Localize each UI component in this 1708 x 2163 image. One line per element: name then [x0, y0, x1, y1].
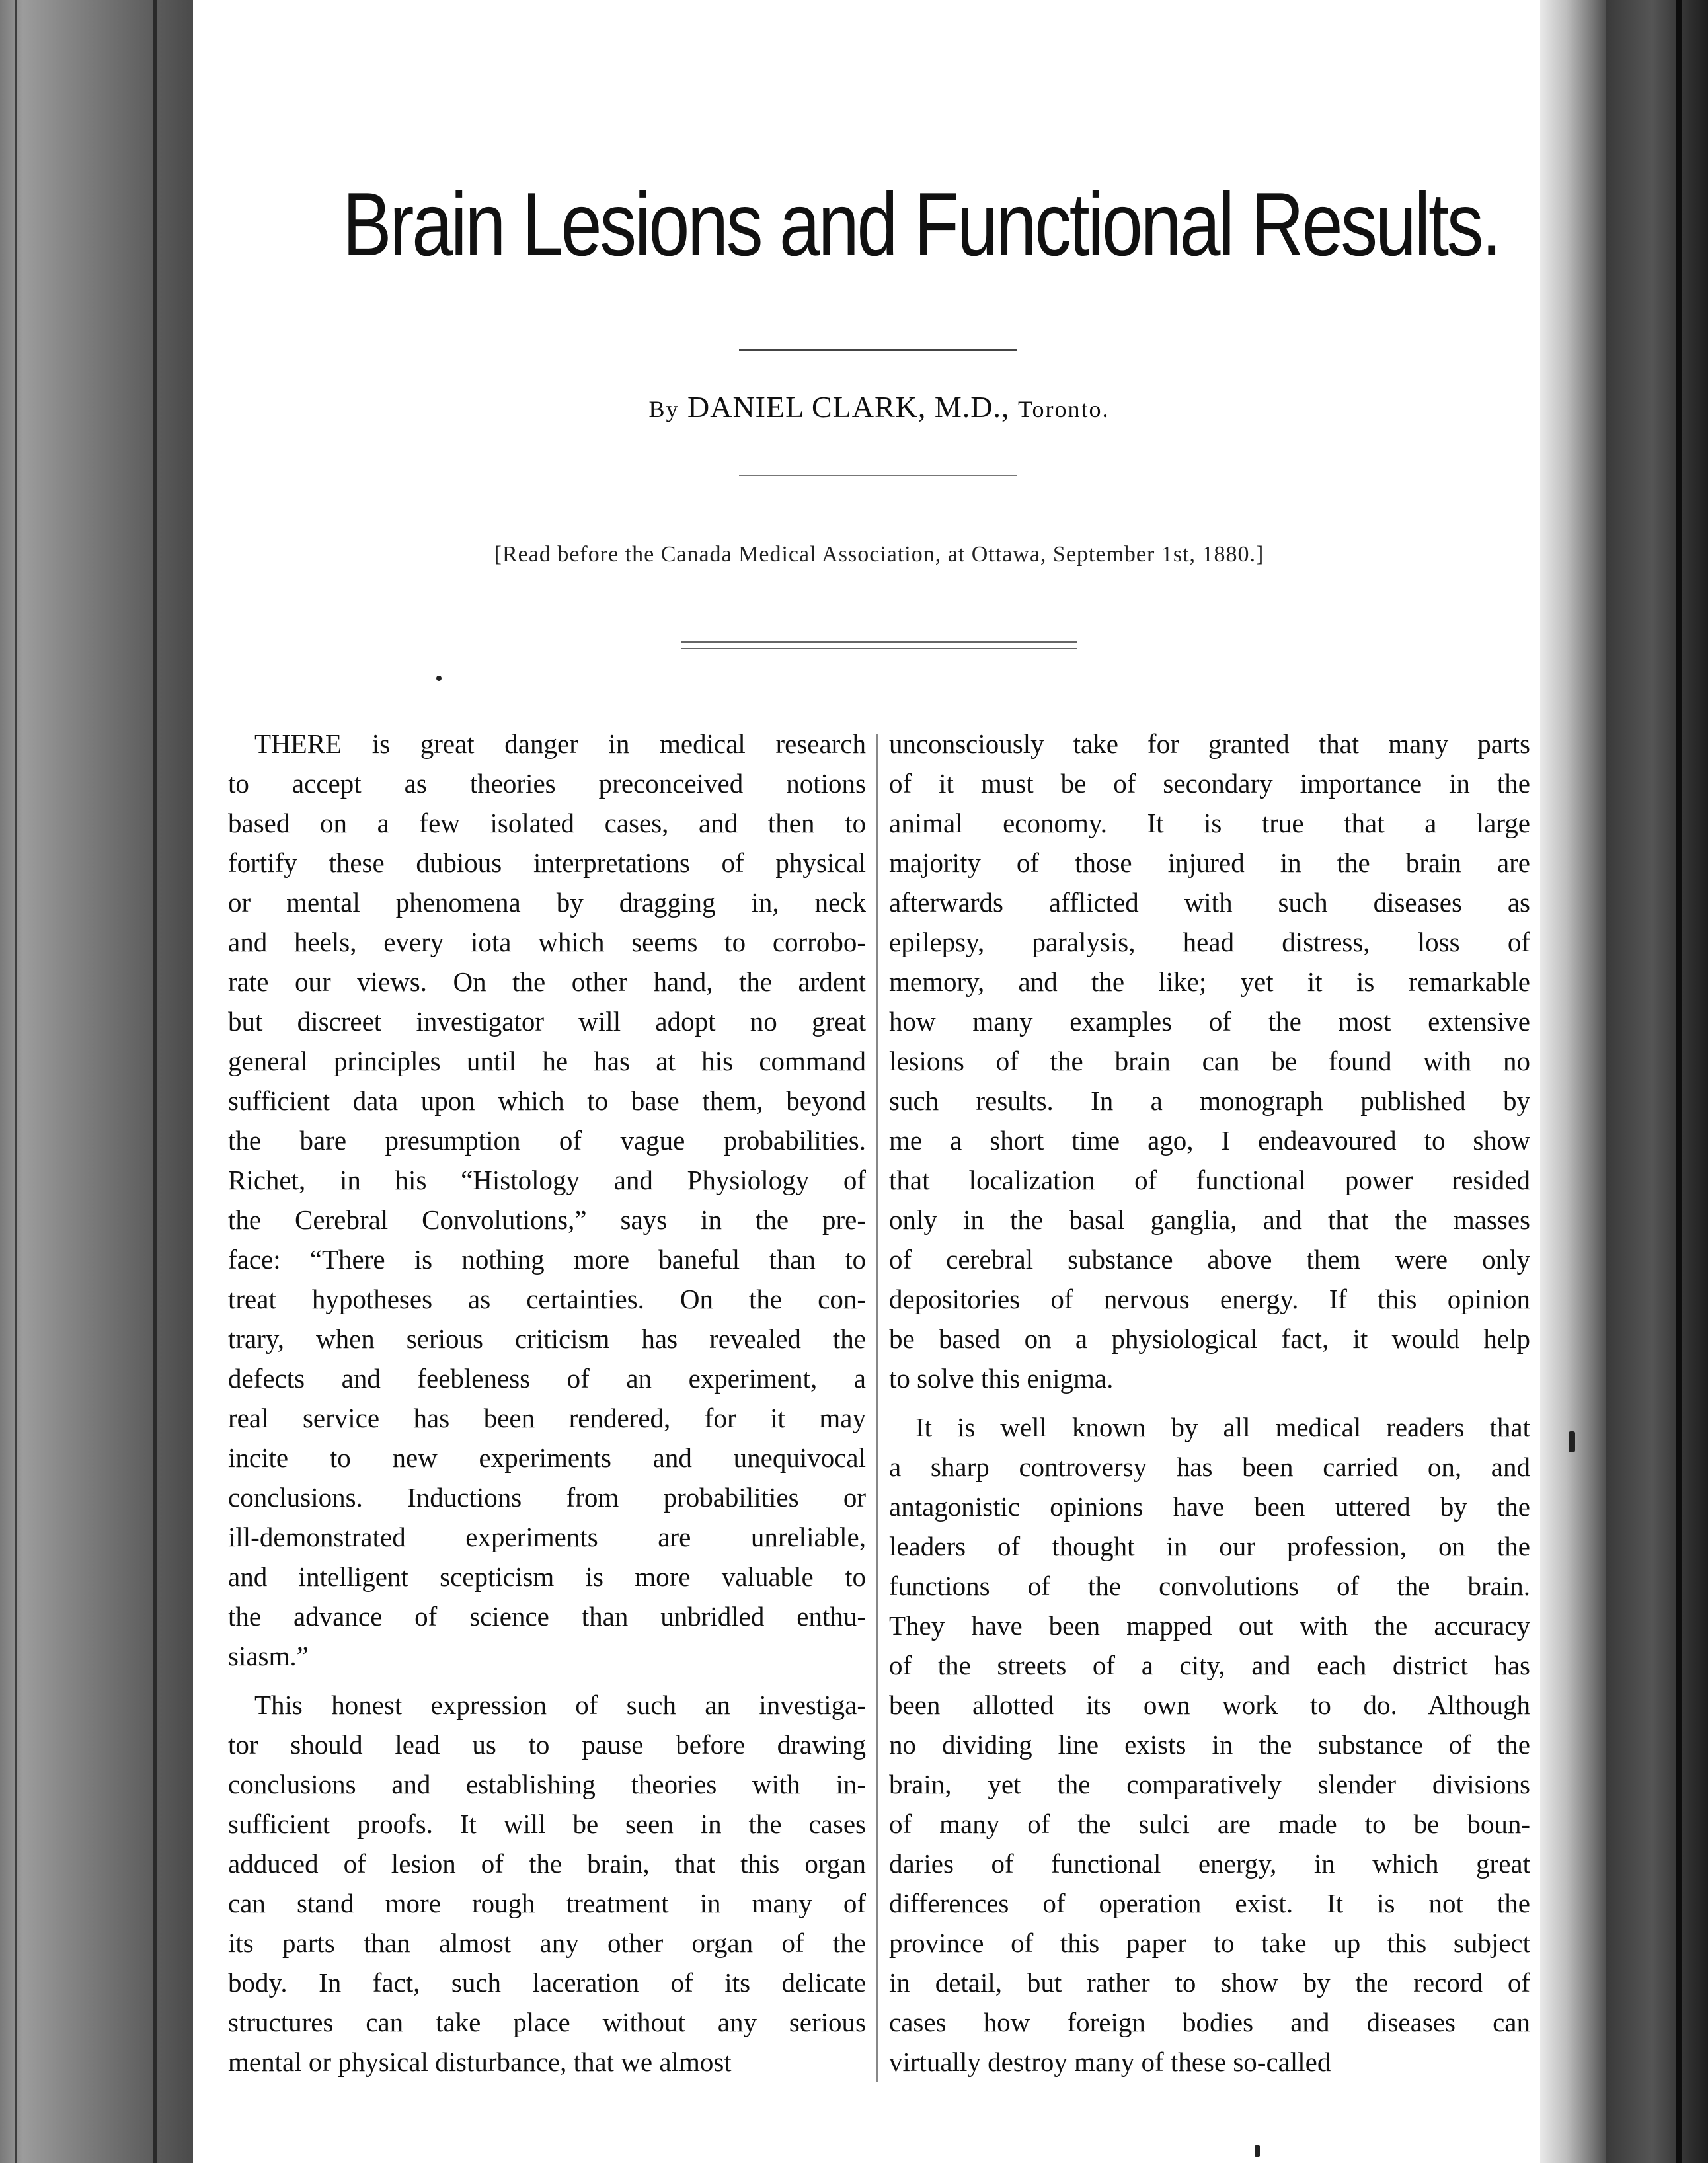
article-title: Brain Lesions and Functional Results.: [342, 174, 1500, 274]
text-line: general principles until he has at his command: [228, 1046, 866, 1076]
text-line: mental or physical disturbance, that we almost: [228, 2047, 732, 2077]
text-line: incite to new experiments and unequivocal: [228, 1442, 866, 1473]
text-line: only in the basal ganglia, and that the masses: [889, 1204, 1530, 1235]
text-line: depositories of nervous energy. If this opinion: [889, 1284, 1530, 1314]
paragraph-gap: [889, 1398, 1530, 1407]
section-rule-bottom: [681, 648, 1077, 649]
text-line: differences of operation exist. It is not the: [889, 1888, 1530, 1918]
text-line: unconsciously take for granted that many parts: [889, 728, 1530, 759]
text-line: epilepsy, paralysis, head distress, loss of: [889, 927, 1530, 957]
text-line: me a short time ago, I endeavoured to show: [889, 1125, 1530, 1156]
gutter-line: [15, 0, 17, 2163]
text-line: that localization of functional power resided: [889, 1165, 1530, 1195]
title-rule: [739, 349, 1017, 351]
text-line: been allotted its own work to do. Although: [889, 1690, 1530, 1720]
text-line: treat hypotheses as certainties. On the con-: [228, 1284, 866, 1314]
text-line: body. In fact, such laceration of its delicate: [228, 1967, 866, 1998]
text-line: sufficient data upon which to base them, beyond: [228, 1085, 866, 1116]
text-line: the bare presumption of vague probabilities.: [228, 1125, 866, 1156]
text-line: functions of the convolutions of the brain.: [889, 1571, 1530, 1601]
byline: [225, 389, 1533, 425]
byline-rule: [739, 475, 1017, 476]
text-column-left: [228, 724, 866, 2082]
text-line: antagonistic opinions have been uttered by the: [889, 1491, 1530, 1522]
author-location: Toronto.: [1018, 396, 1110, 422]
text-line: sufficient proofs. It will be seen in the cases: [228, 1809, 866, 1839]
text-line: conclusions. Inductions from probabilities or: [228, 1482, 866, 1513]
gutter-line: [153, 0, 157, 2163]
text-line: ill-demonstrated experiments are unreliable,: [228, 1522, 866, 1552]
text-line: lesions of the brain can be found with no: [889, 1046, 1530, 1076]
section-rule-top: [681, 641, 1077, 643]
text-line: memory, and the like; yet it is remarkable: [889, 966, 1530, 997]
text-line: of cerebral substance above them were only: [889, 1244, 1530, 1275]
text-line: and heels, every iota which seems to corrobo-: [228, 927, 866, 957]
text-line: be based on a physiological fact, it would help: [889, 1323, 1530, 1354]
text-line: can stand more rough treatment in many of: [228, 1888, 866, 1918]
text-line: of the streets of a city, and each district has: [889, 1650, 1530, 1680]
binding-gutter: [0, 0, 193, 2163]
text-line: rate our views. On the other hand, the ardent: [228, 966, 866, 997]
text-line: It is well known by all medical readers that: [915, 1412, 1530, 1442]
text-line: such results. In a monograph published by: [889, 1085, 1530, 1116]
text-line: of many of the sulci are made to be boun-: [889, 1809, 1530, 1839]
text-line: to solve this enigma.: [889, 1363, 1114, 1394]
text-column-right: [889, 724, 1530, 2082]
text-line: or mental phenomena by dragging in, neck: [228, 887, 866, 918]
column-divider: [876, 734, 878, 2082]
text-line: trary, when serious criticism has revealed the: [228, 1323, 866, 1354]
spine-line: [1676, 0, 1682, 2163]
text-line: majority of those injured in the brain are: [889, 847, 1530, 878]
text-line: province of this paper to take up this subject: [889, 1928, 1530, 1958]
text-line: cases how foreign bodies and diseases can: [889, 2007, 1530, 2037]
text-line: tor should lead us to pause before drawing: [228, 1729, 866, 1760]
text-line: in detail, but rather to show by the record of: [889, 1967, 1530, 1998]
text-line: siasm.”: [228, 1641, 309, 1671]
text-line: face: “There is nothing more baneful than to: [228, 1244, 866, 1275]
text-line: the advance of science than unbridled enthu-: [228, 1601, 866, 1632]
binding-spine-right: [1606, 0, 1708, 2163]
text-line: structures can take place without any serious: [228, 2007, 866, 2037]
text-line: daries of functional energy, in which great: [889, 1848, 1530, 1879]
text-line: no dividing line exists in the substance of the: [889, 1729, 1530, 1760]
text-line: THERE is great danger in medical research: [254, 728, 866, 759]
page-edge-shadow: [1540, 0, 1606, 2163]
text-line: of it must be of secondary importance in the: [889, 768, 1530, 799]
text-line: the Cerebral Convolutions,” says in the pre-: [228, 1204, 866, 1235]
text-line: Richet, in his “Histology and Physiology of: [228, 1165, 866, 1195]
text-line: This honest expression of such an investiga-: [254, 1690, 866, 1720]
byline-prefix: By: [648, 396, 679, 422]
text-line: brain, yet the comparatively slender divisions: [889, 1769, 1530, 1799]
author-name: DANIEL CLARK, M.D.,: [687, 390, 1010, 424]
text-line: leaders of thought in our profession, on the: [889, 1531, 1530, 1561]
text-line: afterwards afflicted with such diseases as: [889, 887, 1530, 918]
text-line: animal economy. It is true that a large: [889, 808, 1530, 838]
print-speck: [436, 676, 442, 681]
text-line: fortify these dubious interpretations of physical: [228, 847, 866, 878]
text-line: based on a few isolated cases, and then to: [228, 808, 866, 838]
text-line: to accept as theories preconceived notions: [228, 768, 866, 799]
text-line: adduced of lesion of the brain, that this organ: [228, 1848, 866, 1879]
text-line: but discreet investigator will adopt no great: [228, 1006, 866, 1037]
reading-note: [Read before the Canada Medical Association, at Ottawa, September 1st, 1880.]: [494, 542, 1264, 567]
print-speck: [1255, 2145, 1260, 2157]
text-line: a sharp controversy has been carried on, and: [889, 1452, 1530, 1482]
text-line: virtually destroy many of these so-called: [889, 2047, 1331, 2077]
text-line: how many examples of the most extensive: [889, 1006, 1530, 1037]
text-line: defects and feebleness of an experiment, a: [228, 1363, 866, 1394]
text-line: real service has been rendered, for it may: [228, 1403, 866, 1433]
print-speck: [1569, 1431, 1575, 1452]
text-line: and intelligent scepticism is more valuable to: [228, 1561, 866, 1592]
text-line: its parts than almost any other organ of the: [228, 1928, 866, 1958]
text-line: They have been mapped out with the accuracy: [889, 1610, 1530, 1641]
paragraph-gap: [228, 1676, 866, 1685]
text-line: conclusions and establishing theories with in-: [228, 1769, 866, 1799]
